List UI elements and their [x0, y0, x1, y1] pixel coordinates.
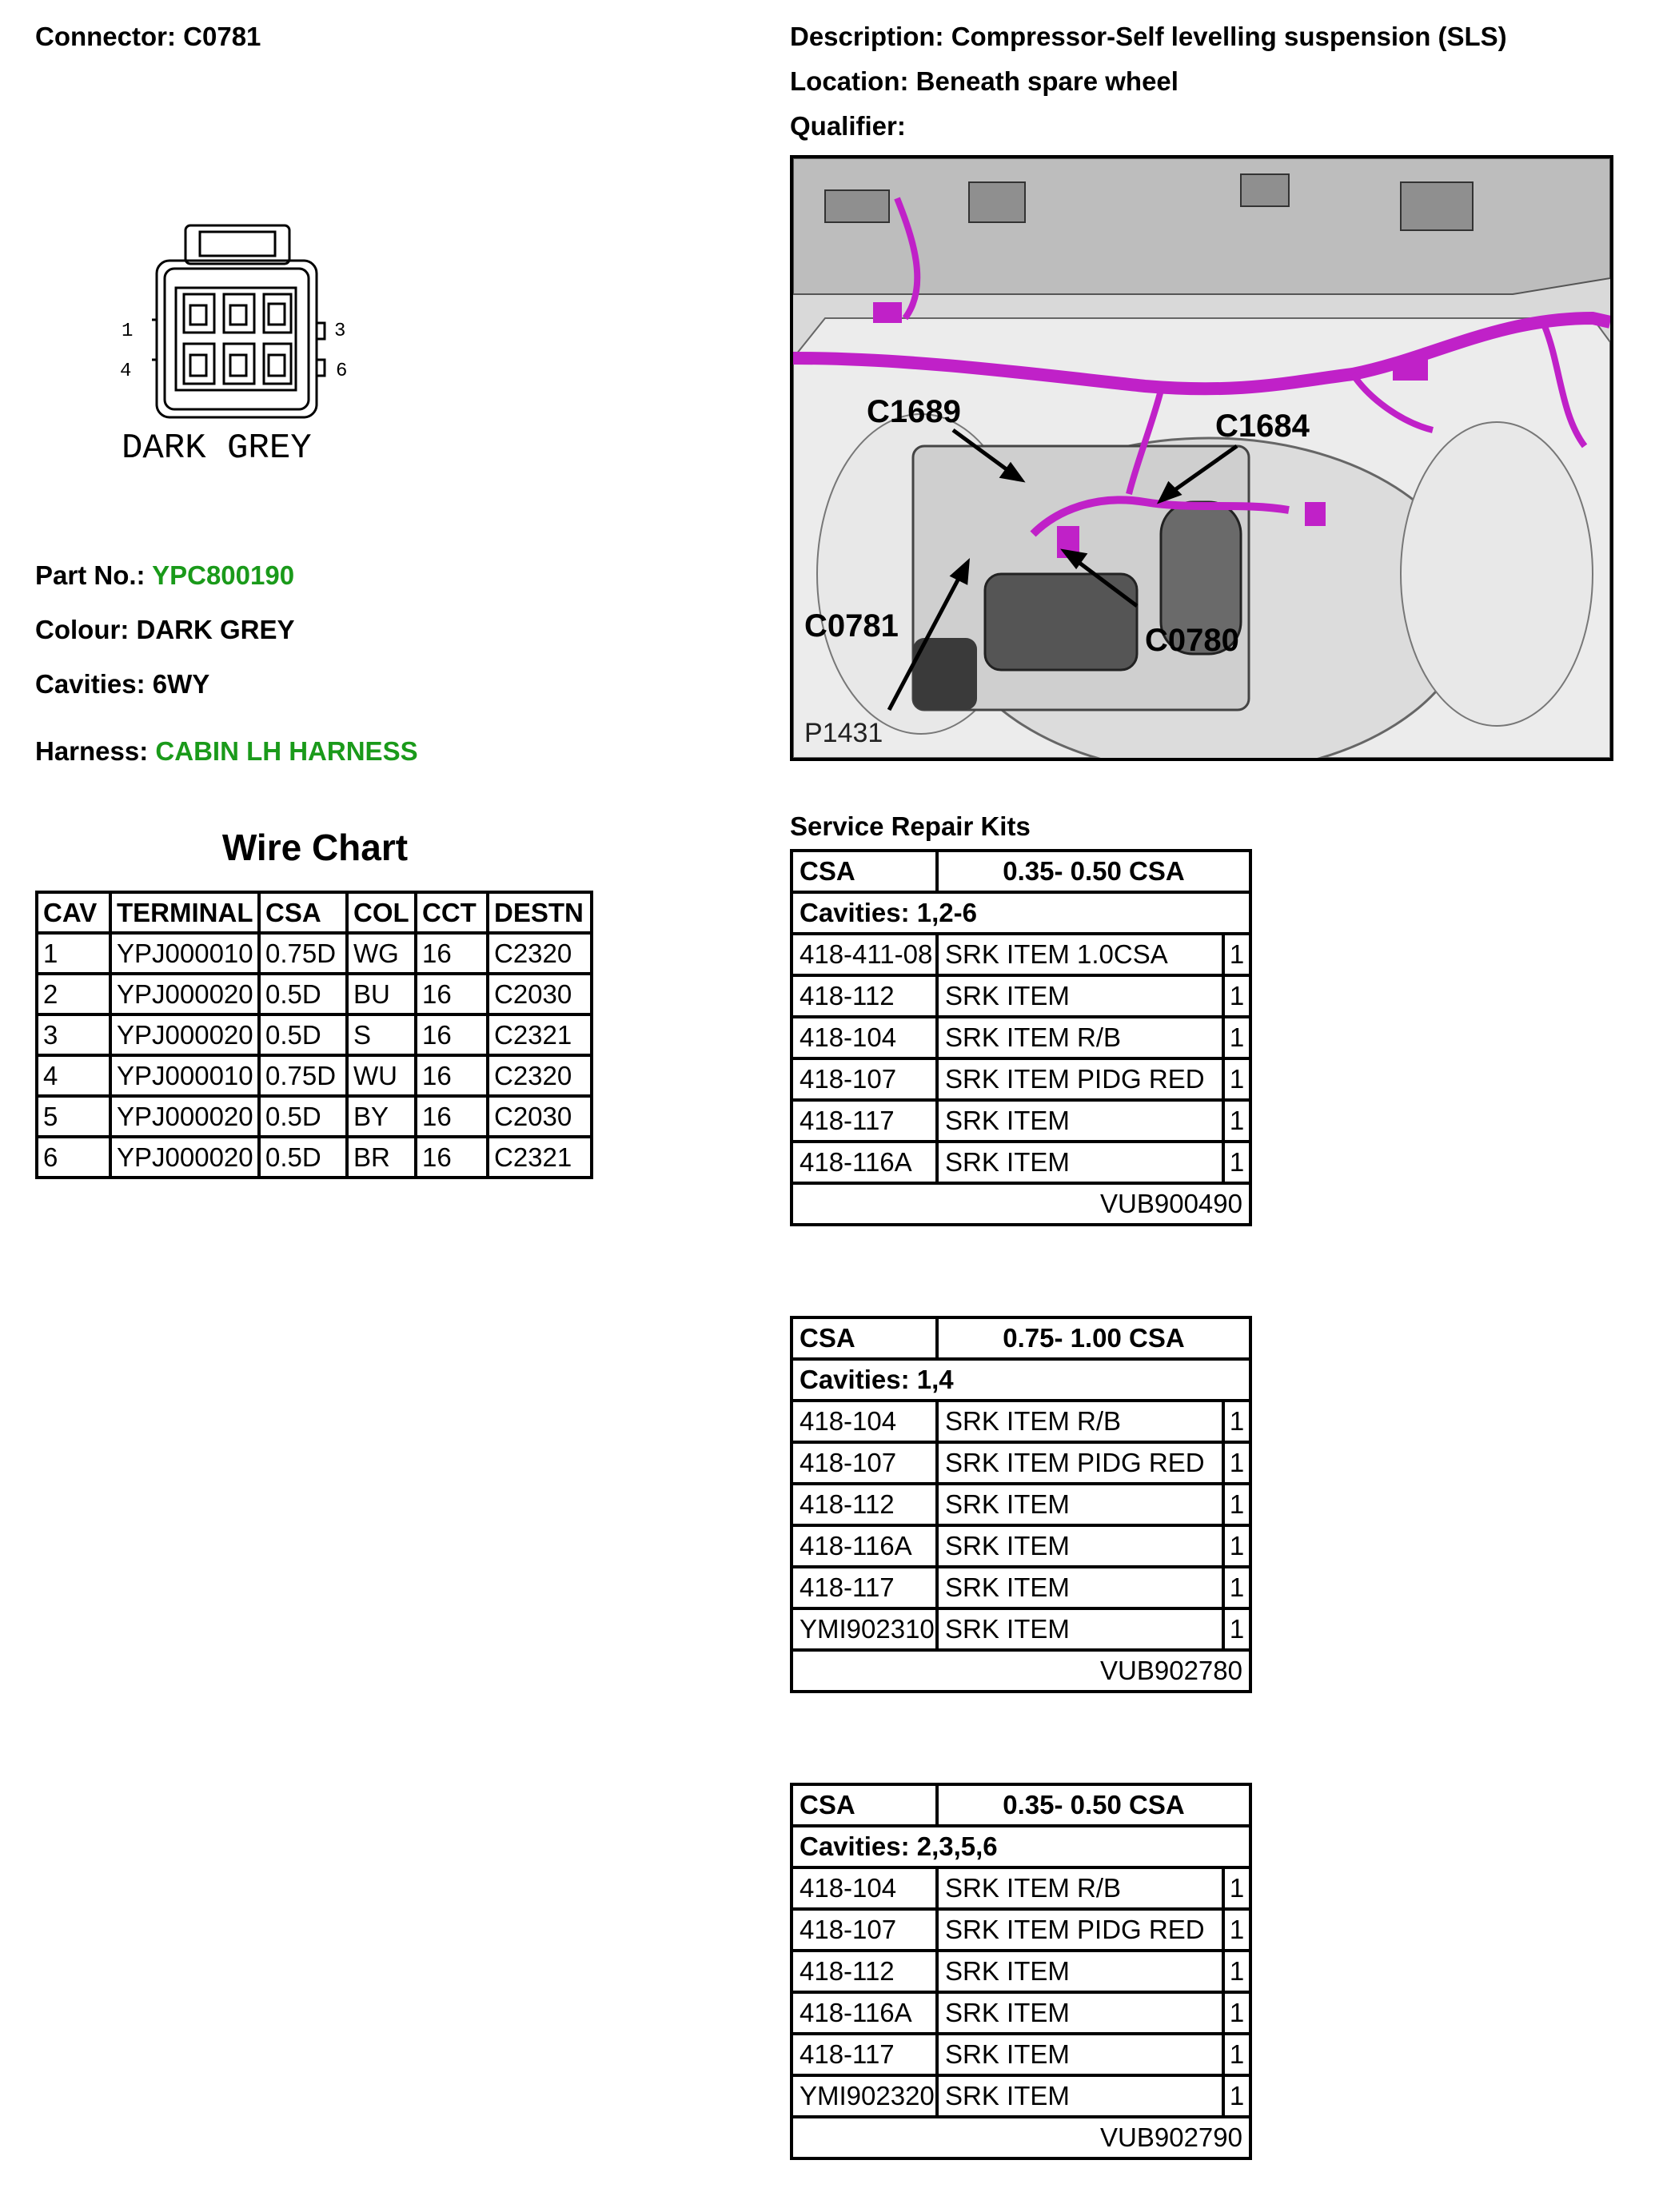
csa-cell: 0.5D: [259, 1014, 347, 1055]
harness-row: [35, 735, 418, 767]
kit-item-desc: SRK ITEM: [937, 1142, 1223, 1183]
kit-item-qty: 1: [1223, 1142, 1250, 1183]
kit-item-desc: SRK ITEM 1.0CSA: [937, 934, 1223, 975]
kit-item-qty: 1: [1223, 1100, 1250, 1142]
col-cell: S: [347, 1014, 416, 1055]
wire-chart-header-row: [37, 892, 592, 933]
kit-item-qty: 1: [1223, 934, 1250, 975]
cct-cell: 16: [416, 974, 488, 1014]
kit-cavities: Cavities: 2,3,5,6: [792, 1826, 1250, 1867]
pin-label-4: 4: [120, 361, 132, 382]
kit-item-desc: SRK ITEM PIDG RED: [937, 1909, 1223, 1951]
table-row: [37, 1137, 592, 1178]
table-row: [792, 1867, 1250, 1909]
location-photo: [790, 155, 1613, 761]
kit-item-desc: SRK ITEM R/B: [937, 1017, 1223, 1058]
qualifier-label: Qualifier:: [790, 111, 906, 141]
cct-cell: 16: [416, 933, 488, 974]
cav-cell: 3: [37, 1014, 110, 1055]
kit-part-number: 418-116A: [792, 1142, 937, 1183]
colour-label: Colour:: [35, 615, 130, 644]
description-label: Description: Compressor-Self levelling suspension (SLS): [790, 22, 1507, 51]
wire-chart-title: Wire Chart: [221, 827, 409, 868]
kit-item-desc: SRK ITEM: [937, 1525, 1223, 1567]
destn-cell: C2030: [488, 974, 592, 1014]
cav-cell: 4: [37, 1055, 110, 1096]
connector-drawing: [112, 216, 376, 480]
wire-chart-table: [35, 891, 593, 1179]
table-row: [792, 2034, 1250, 2075]
pin-label-3: 3: [334, 321, 346, 342]
kit-item-qty: 1: [1223, 2075, 1250, 2117]
csa-cell: 0.5D: [259, 974, 347, 1014]
callout-c0780: C0780: [1145, 623, 1239, 658]
kit-item-desc: SRK ITEM: [937, 2075, 1223, 2117]
kit-number-row: [792, 1650, 1250, 1692]
kit-part-number: 418-112: [792, 1951, 937, 1992]
csa-cell: 0.5D: [259, 1137, 347, 1178]
table-row: [792, 1442, 1250, 1484]
table-row: [792, 1058, 1250, 1100]
table-row: [792, 1484, 1250, 1525]
terminal-cell: YPJ000020: [110, 1137, 259, 1178]
cct-cell: 16: [416, 1055, 488, 1096]
table-row: [792, 1017, 1250, 1058]
colour-row: [35, 614, 295, 646]
csa-cell: 0.75D: [259, 933, 347, 974]
kit-item-desc: SRK ITEM R/B: [937, 1867, 1223, 1909]
kit-part-number: 418-104: [792, 1867, 937, 1909]
harness-value[interactable]: CABIN LH HARNESS: [155, 736, 418, 766]
col-cav-header: CAV: [37, 892, 110, 933]
service-repair-title: Service Repair Kits: [790, 811, 1031, 841]
table-row: [37, 933, 592, 974]
kit-csa-row: [792, 1317, 1250, 1359]
connector-face-diagram: [112, 216, 376, 480]
terminal-cell: YPJ000020: [110, 1014, 259, 1055]
repair-kit-table-3: [790, 1783, 1252, 2160]
table-row: [792, 1525, 1250, 1567]
kit-item-qty: 1: [1223, 1442, 1250, 1484]
cav-cell: 5: [37, 1096, 110, 1137]
kit-cavities-row: [792, 1826, 1250, 1867]
location-label: Location: Beneath spare wheel: [790, 66, 1178, 96]
kit-number: VUB902790: [792, 2117, 1250, 2158]
kit-part-number: 418-107: [792, 1442, 937, 1484]
kit-csa-range: 0.35- 0.50 CSA: [937, 851, 1250, 892]
kit-item-qty: 1: [1223, 1992, 1250, 2034]
terminal-cell: YPJ000010: [110, 1055, 259, 1096]
pin-label-1: 1: [122, 321, 134, 342]
kit-part-number: 418-104: [792, 1401, 937, 1442]
kit-item-qty: 1: [1223, 1867, 1250, 1909]
kit-part-number: 418-112: [792, 975, 937, 1017]
callout-c1689: C1689: [867, 394, 961, 429]
cav-cell: 2: [37, 974, 110, 1014]
col-cell: BU: [347, 974, 416, 1014]
kit-csa-range: 0.35- 0.50 CSA: [937, 1784, 1250, 1826]
colour-caption: DARK GREY: [122, 428, 312, 468]
csa-cell: 0.5D: [259, 1096, 347, 1137]
col-cct-header: CCT: [416, 892, 488, 933]
kit-part-number: 418-411-08: [792, 934, 937, 975]
kit-item-desc: SRK ITEM: [937, 1484, 1223, 1525]
destn-cell: C2320: [488, 1055, 592, 1096]
kit-item-qty: 1: [1223, 1951, 1250, 1992]
kit-csa-label: CSA: [792, 1317, 937, 1359]
kit-part-number: 418-104: [792, 1017, 937, 1058]
table-row: [792, 1567, 1250, 1608]
kit-item-desc: SRK ITEM PIDG RED: [937, 1442, 1223, 1484]
cct-cell: 16: [416, 1014, 488, 1055]
table-row: [792, 975, 1250, 1017]
location-photo-illustration: [793, 158, 1610, 758]
table-row: [792, 1951, 1250, 1992]
col-cell: WU: [347, 1055, 416, 1096]
table-row: [792, 1142, 1250, 1183]
kit-csa-label: CSA: [792, 1784, 937, 1826]
cavities-row: [35, 668, 209, 700]
kit-item-desc: SRK ITEM: [937, 1608, 1223, 1650]
kit-part-number: 418-117: [792, 1567, 937, 1608]
callout-c0781: C0781: [804, 608, 899, 644]
kit-csa-row: [792, 1784, 1250, 1826]
kit-cavities: Cavities: 1,4: [792, 1359, 1250, 1401]
harness-label: Harness:: [35, 736, 149, 766]
kit-item-qty: 1: [1223, 1401, 1250, 1442]
kit-item-qty: 1: [1223, 1017, 1250, 1058]
col-terminal-header: TERMINAL: [110, 892, 259, 933]
table-row: [792, 1100, 1250, 1142]
kit-part-number: 418-117: [792, 2034, 937, 2075]
kit-item-desc: SRK ITEM: [937, 1951, 1223, 1992]
part-number-row: [35, 560, 294, 592]
destn-cell: C2321: [488, 1137, 592, 1178]
kit-part-number: YMI902320: [792, 2075, 937, 2117]
table-row: [792, 1992, 1250, 2034]
kit-number: VUB902780: [792, 1650, 1250, 1692]
repair-kit-table-1: [790, 849, 1252, 1226]
part-number-label: Part No.:: [35, 560, 146, 590]
kit-item-qty: 1: [1223, 1567, 1250, 1608]
kit-item-desc: SRK ITEM R/B: [937, 1401, 1223, 1442]
kit-item-desc: SRK ITEM: [937, 1100, 1223, 1142]
kit-item-qty: 1: [1223, 1525, 1250, 1567]
kit-item-desc: SRK ITEM: [937, 1992, 1223, 2034]
col-cell: BR: [347, 1137, 416, 1178]
table-row: [37, 1014, 592, 1055]
kit-item-qty: 1: [1223, 1058, 1250, 1100]
kit-item-qty: 1: [1223, 1484, 1250, 1525]
kit-part-number: 418-112: [792, 1484, 937, 1525]
kit-cavities: Cavities: 1,2-6: [792, 892, 1250, 934]
kit-part-number: 418-116A: [792, 1525, 937, 1567]
connector-label: Connector: C0781: [35, 22, 261, 51]
kit-item-qty: 1: [1223, 975, 1250, 1017]
kit-item-qty: 1: [1223, 2034, 1250, 2075]
kit-csa-label: CSA: [792, 851, 937, 892]
kit-cavities-row: [792, 892, 1250, 934]
kit-part-number: 418-116A: [792, 1992, 937, 2034]
callout-c1684: C1684: [1215, 409, 1310, 444]
terminal-cell: YPJ000020: [110, 974, 259, 1014]
table-row: [792, 1608, 1250, 1650]
destn-cell: C2321: [488, 1014, 592, 1055]
col-csa-header: CSA: [259, 892, 347, 933]
col-cell: BY: [347, 1096, 416, 1137]
kit-part-number: 418-107: [792, 1058, 937, 1100]
kit-cavities-row: [792, 1359, 1250, 1401]
col-col-header: COL: [347, 892, 416, 933]
table-row: [792, 934, 1250, 975]
repair-kit-table-2: [790, 1316, 1252, 1693]
colour-value: DARK GREY: [136, 615, 295, 644]
terminal-cell: YPJ000010: [110, 933, 259, 974]
col-destn-header: DESTN: [488, 892, 592, 933]
cav-cell: 6: [37, 1137, 110, 1178]
cavities-value: 6WY: [152, 669, 210, 699]
table-row: [37, 974, 592, 1014]
destn-cell: C2030: [488, 1096, 592, 1137]
photo-id: P1431: [804, 718, 883, 748]
kit-item-desc: SRK ITEM: [937, 2034, 1223, 2075]
part-number-value[interactable]: YPC800190: [152, 560, 295, 590]
kit-part-number: 418-107: [792, 1909, 937, 1951]
cavities-label: Cavities:: [35, 669, 146, 699]
table-row: [792, 1401, 1250, 1442]
kit-csa-row: [792, 851, 1250, 892]
kit-part-number: YMI902310: [792, 1608, 937, 1650]
terminal-cell: YPJ000020: [110, 1096, 259, 1137]
cct-cell: 16: [416, 1096, 488, 1137]
table-row: [37, 1096, 592, 1137]
kit-item-desc: SRK ITEM PIDG RED: [937, 1058, 1223, 1100]
kit-number: VUB900490: [792, 1183, 1250, 1225]
kit-part-number: 418-117: [792, 1100, 937, 1142]
kit-item-desc: SRK ITEM: [937, 975, 1223, 1017]
kit-item-desc: SRK ITEM: [937, 1567, 1223, 1608]
pin-label-6: 6: [336, 361, 348, 382]
cct-cell: 16: [416, 1137, 488, 1178]
table-row: [37, 1055, 592, 1096]
col-cell: WG: [347, 933, 416, 974]
csa-cell: 0.75D: [259, 1055, 347, 1096]
kit-csa-range: 0.75- 1.00 CSA: [937, 1317, 1250, 1359]
destn-cell: C2320: [488, 933, 592, 974]
table-row: [792, 2075, 1250, 2117]
kit-item-qty: 1: [1223, 1909, 1250, 1951]
table-row: [792, 1909, 1250, 1951]
kit-number-row: [792, 2117, 1250, 2158]
kit-item-qty: 1: [1223, 1608, 1250, 1650]
kit-number-row: [792, 1183, 1250, 1225]
cav-cell: 1: [37, 933, 110, 974]
